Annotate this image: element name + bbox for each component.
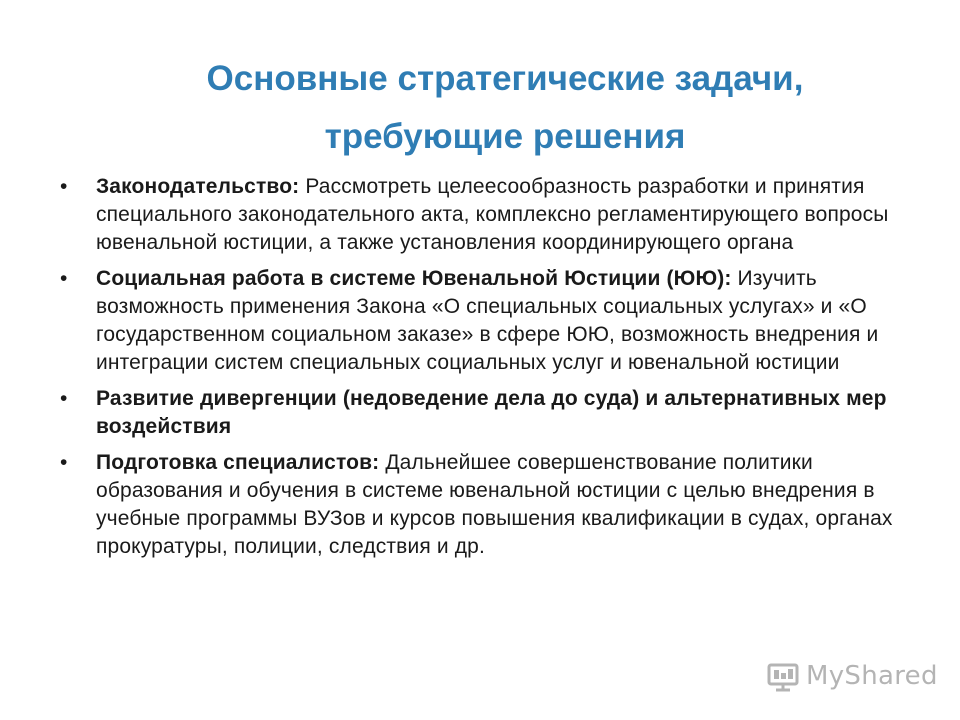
bullet-dot: • bbox=[60, 267, 68, 290]
bullet-text: Рассмотреть целеесообразность разработки и принятия специального законодательного акта, комплексно регламентирующего вопросы ювенальной юстиции, а также установления координирующего органа bbox=[96, 175, 889, 254]
bullet-dot: • bbox=[60, 451, 68, 474]
bullet-item-divergence bbox=[60, 385, 930, 441]
bullet-item-social-work bbox=[60, 265, 930, 377]
myshared-watermark bbox=[766, 656, 938, 696]
bullet-lead: Законодательство: bbox=[96, 175, 300, 198]
bullet-lead: Развитие дивергенции (недоведение дела до суда) и альтернативных мер воздействия bbox=[96, 387, 887, 438]
bullet-lead: Подготовка специалистов: bbox=[96, 451, 380, 474]
bullet-item-legislation bbox=[60, 173, 930, 257]
bullet-item-training bbox=[60, 449, 930, 561]
bullet-text: Дальнейшее совершенствование политики образования и обучения в системе ювенальной юстиции с целью внедрения в учебные программы ВУЗов и курсов повышения квалификации в судах, органах прокуратуры, полиции, следствия и др. bbox=[96, 451, 893, 558]
watermark-text: MyShared bbox=[806, 661, 938, 691]
title-line-2: требующие решения bbox=[324, 117, 686, 156]
bullet-list bbox=[60, 173, 930, 569]
bullet-lead: Социальная работа в системе Ювенальной Юстиции (ЮЮ): bbox=[96, 267, 732, 290]
bullet-dot: • bbox=[60, 387, 68, 410]
bullet-dot: • bbox=[60, 175, 68, 198]
slide-title bbox=[120, 50, 890, 166]
title-line-1: Основные стратегические задачи, bbox=[206, 59, 804, 98]
presentation-board-icon bbox=[766, 659, 800, 693]
bullet-text: Изучить возможность применения Закона «О специальных социальных услугах» и «О государственном социальном заказе» в сфере ЮЮ, возможность внедрения и интеграции систем специальных социальных услуг и ювенальной юстиции bbox=[96, 267, 879, 374]
